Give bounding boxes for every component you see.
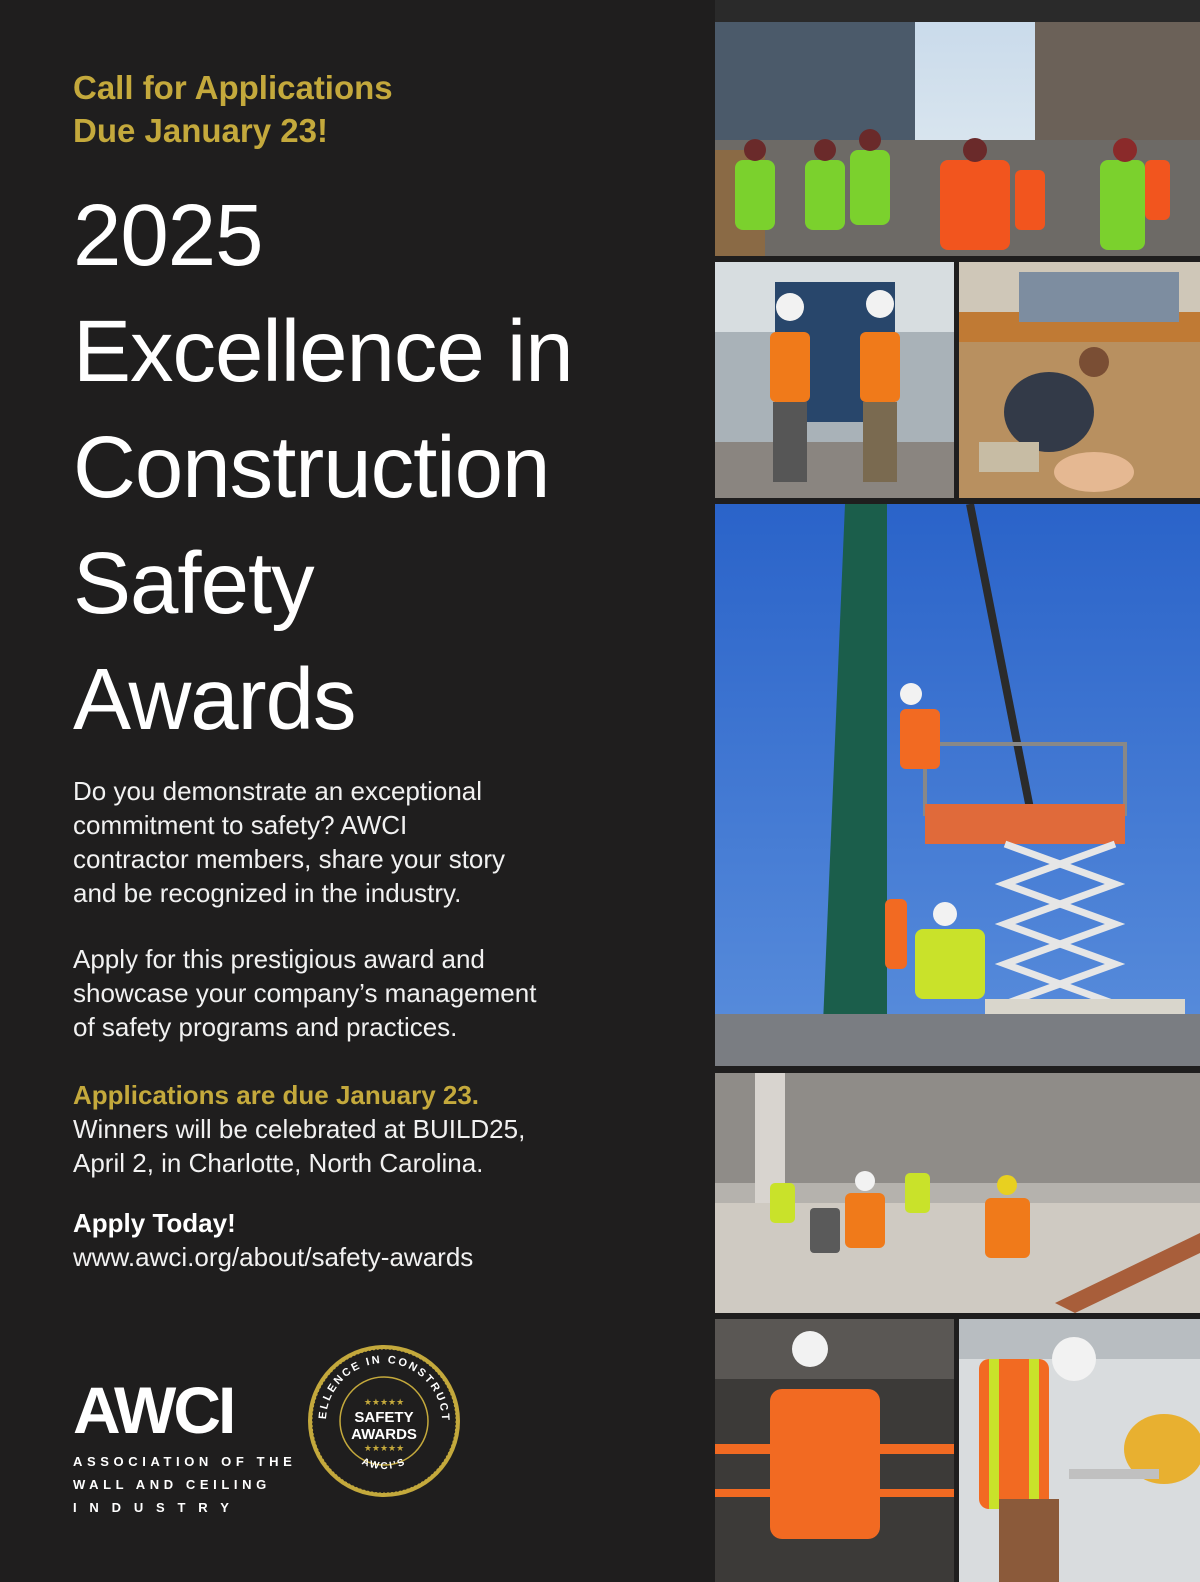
photo-worker-portrait — [715, 1319, 954, 1582]
title-line-4: Safety — [73, 535, 314, 632]
apply-line: showcase your company’s management — [73, 978, 537, 1008]
due-paragraph — [73, 1078, 633, 1180]
intro-paragraph — [73, 774, 633, 910]
apply-today-label: Apply Today! — [73, 1208, 236, 1238]
awci-wordmark: AWCI — [73, 1373, 234, 1447]
awards-url-link[interactable]: www.awci.org/about/safety-awards — [73, 1242, 474, 1272]
kicker-line-2: Due January 23! — [73, 112, 328, 149]
awci-tagline — [73, 1450, 297, 1519]
title-line-3: Construction — [73, 419, 550, 516]
safety-awards-seal — [306, 1343, 462, 1499]
title-line-5: Awards — [73, 651, 356, 748]
photo-cpr-training — [959, 262, 1200, 498]
tagline-line: WALL AND CEILING — [73, 1477, 271, 1492]
kicker-line-1: Call for Applications — [73, 69, 393, 106]
photo-stretching — [715, 1073, 1200, 1313]
title-line-1: 2025 — [73, 187, 263, 284]
due-highlight: Applications are due January 23. — [73, 1080, 480, 1110]
seal-stars-bottom: ★★★★★ — [363, 1443, 405, 1453]
tagline-line: I N D U S T R Y — [73, 1500, 234, 1515]
intro-line: commitment to safety? AWCI — [73, 810, 408, 840]
seal-line-1: SAFETY — [354, 1409, 414, 1426]
intro-line: Do you demonstrate an exceptional — [73, 776, 483, 806]
photo-crew-meeting — [715, 0, 1200, 256]
awci-logo — [73, 1373, 297, 1519]
intro-line: and be recognized in the industry. — [73, 878, 462, 908]
tagline-line: ASSOCIATION OF THE — [73, 1454, 297, 1469]
seal-stars-top: ★★★★★ — [363, 1397, 405, 1407]
photo-worker-cutting — [959, 1319, 1200, 1582]
seal-line-2: AWARDS — [351, 1426, 417, 1443]
due-line: April 2, in Charlotte, North Carolina. — [73, 1148, 484, 1178]
seal-ring-text: ELLENCE IN CONSTRUCT — [316, 1353, 452, 1423]
photo-scissor-lift — [715, 504, 1200, 1066]
apply-line: of safety programs and practices. — [73, 1012, 458, 1042]
apply-line: Apply for this prestigious award and — [73, 944, 485, 974]
apply-paragraph — [73, 942, 633, 1044]
seal-ring-bottom: AWCI'S — [360, 1456, 408, 1473]
title-line-2: Excellence in — [73, 303, 573, 400]
photo-two-workers — [715, 262, 954, 498]
cta-block — [73, 1206, 633, 1274]
due-line: Winners will be celebrated at BUILD25, — [73, 1114, 526, 1144]
intro-line: contractor members, share your story — [73, 844, 506, 874]
page-title — [73, 178, 693, 758]
call-for-applications — [73, 66, 673, 152]
